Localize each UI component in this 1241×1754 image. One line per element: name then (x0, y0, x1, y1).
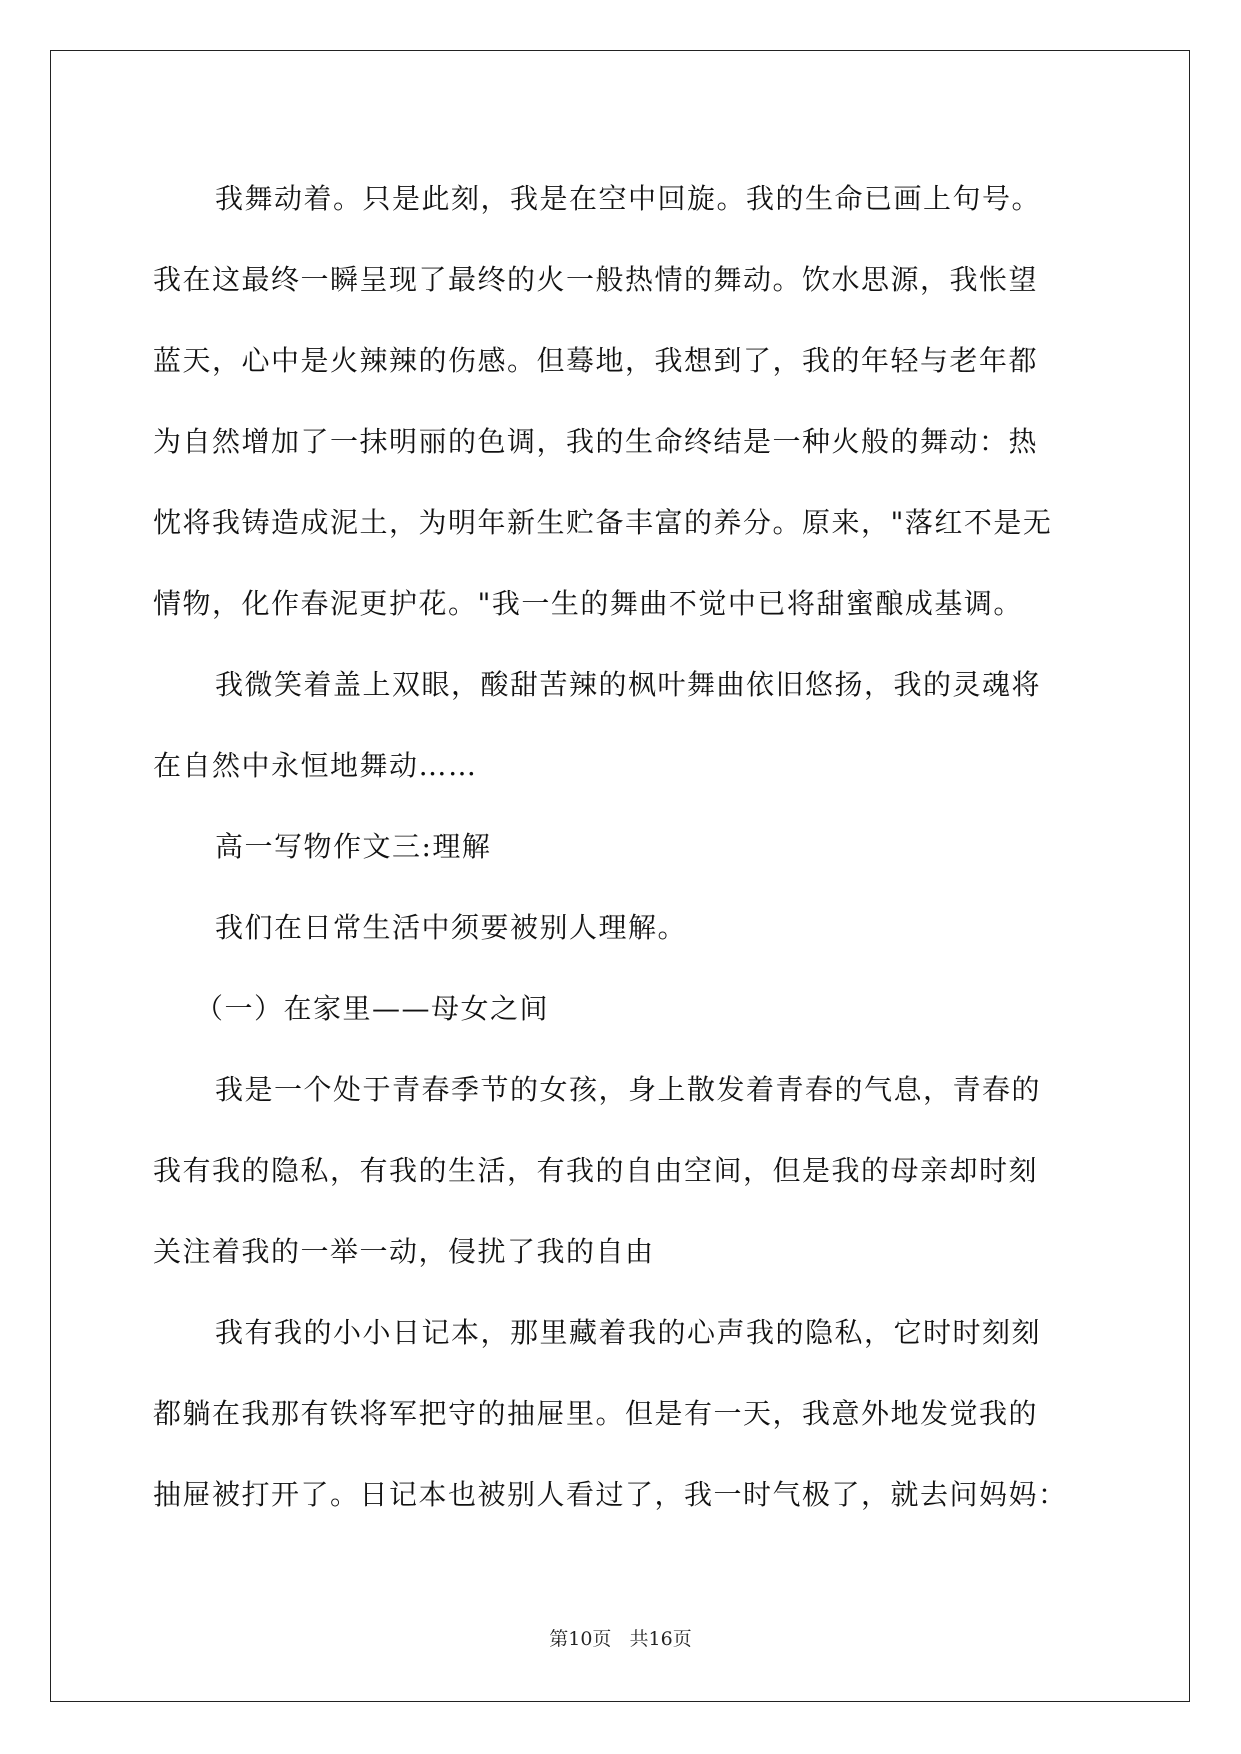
text-line: 抽屉被打开了。日记本也被别人看过了，我一时气极了，就去问妈妈： (153, 1478, 1068, 1511)
document-body (153, 158, 1090, 1535)
section-heading: 高一写物作文三:理解 (215, 830, 492, 863)
text-line: 关注着我的一举一动，侵扰了我的自由 (153, 1235, 655, 1268)
text-line: 我是一个处于青春季节的女孩，身上散发着青春的气息，青春的 (215, 1073, 1042, 1106)
text-line: 我有我的小小日记本，那里藏着我的心声我的隐私，它时时刻刻 (215, 1316, 1042, 1349)
text-line: 我们在日常生活中须要被别人理解。 (215, 911, 688, 944)
text-line: 情物，化作春泥更护花。"我一生的舞曲不觉中已将甜蜜酿成基调。 (153, 587, 1023, 620)
page-footer (0, 1627, 1241, 1651)
subsection-heading: （一）在家里——母女之间 (195, 992, 550, 1025)
text-line: 我有我的隐私，有我的生活，有我的自由空间，但是我的母亲却时刻 (153, 1154, 1039, 1187)
text-line: 都躺在我那有铁将军把守的抽屉里。但是有一天，我意外地发觉我的 (153, 1397, 1039, 1430)
text-line: 我微笑着盖上双眼，酸甜苦辣的枫叶舞曲依旧悠扬，我的灵魂将 (215, 668, 1042, 701)
text-line: 为自然增加了一抹明丽的色调，我的生命终结是一种火般的舞动：热 (153, 425, 1039, 458)
text-line: 在自然中永恒地舞动…… (153, 749, 478, 782)
text-line: 蓝天，心中是火辣辣的伤感。但蓦地，我想到了，我的年轻与老年都 (153, 344, 1039, 377)
text-line: 我在这最终一瞬呈现了最终的火一般热情的舞动。饮水思源，我怅望 (153, 263, 1039, 296)
text-line: 忱将我铸造成泥土，为明年新生贮备丰富的养分。原来，"落红不是无 (153, 506, 1053, 539)
text-line: 我舞动着。只是此刻，我是在空中回旋。我的生命已画上句号。 (215, 182, 1042, 215)
page-number: 第10页 共16页 (549, 1628, 692, 1650)
